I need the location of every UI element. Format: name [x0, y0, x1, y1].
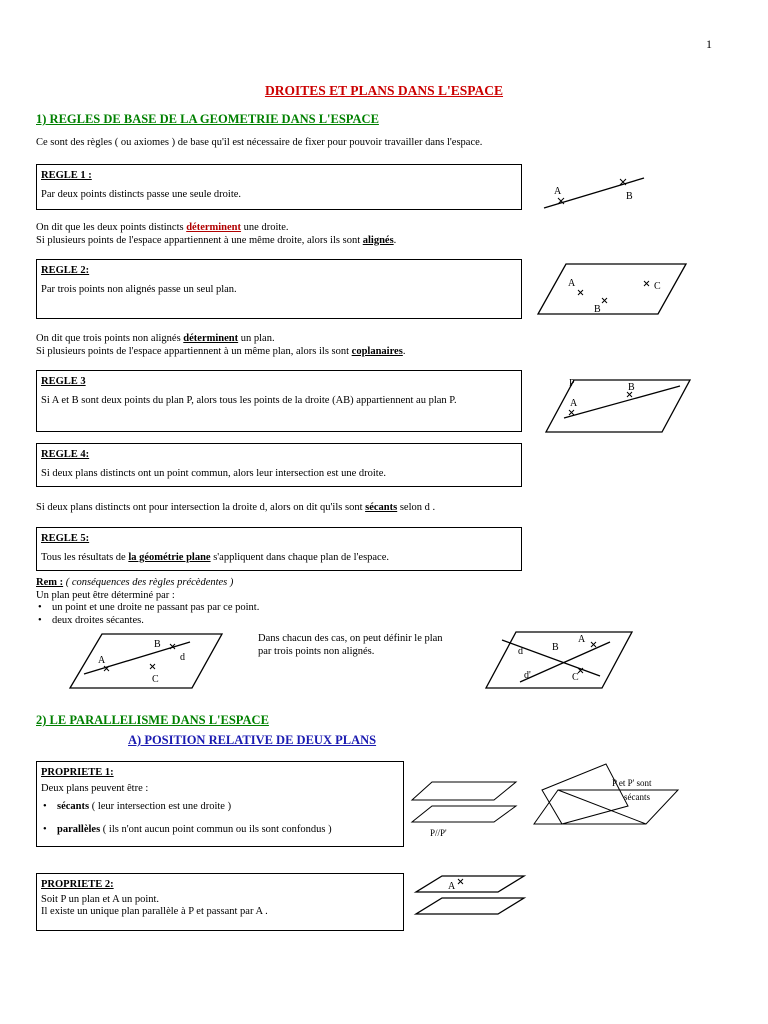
point-label: B: [626, 191, 633, 202]
prop2-box: PROPRIETE 2: Soit P un plan et A un point. Il existe un unique plan parallèle à P et passant par A .: [36, 873, 404, 931]
regle4-box: [36, 443, 522, 487]
after-regle1: On dit que les deux points distincts déterminent une droite. Si plusieurs points de l'espace appartiennent à une même droite, alors ils sont alignés.: [36, 222, 397, 246]
regle3-text: Si A et B sont deux points du plan P, alors tous les points de la droite (AB) appartiennent au plan P.: [41, 394, 457, 406]
svg-text:A: A: [568, 278, 576, 289]
regle2-title: REGLE 2:: [41, 265, 90, 276]
rem-bullet: • un point et une droite ne passant pas par ce point.: [36, 602, 276, 615]
figure-line-ab: [540, 172, 650, 212]
svg-text:C: C: [654, 281, 661, 292]
section2-heading: 2) LE PARALLELISME DANS L'ESPACE: [36, 713, 269, 727]
regle4-title: REGLE 4:: [41, 449, 90, 460]
svg-text:C: C: [572, 672, 579, 683]
svg-text:d: d: [180, 652, 185, 663]
regle5-title: REGLE 5:: [41, 533, 90, 544]
regle2-box: [36, 259, 522, 319]
point-label: A: [554, 186, 562, 197]
regle3-title: REGLE 3: [41, 376, 86, 387]
regle5-box: [36, 527, 522, 571]
figure-two-lines: [482, 630, 636, 692]
svg-text:d: d: [518, 646, 523, 657]
figure-secant-planes: [530, 760, 680, 828]
svg-text:d': d': [524, 670, 531, 681]
svg-text:P//P': P//P': [430, 828, 447, 838]
prop2-title: PROPRIETE 2:: [41, 879, 114, 890]
after-regle2: On dit que trois points non alignés déterminent un plan. Si plusieurs points de l'espace appartiennent à un même plan, alors ils sont coplanaires.: [36, 333, 406, 357]
svg-text:B: B: [628, 382, 635, 393]
svg-text:P et P' sont: P et P' sont: [612, 778, 652, 788]
regle3-box: [36, 370, 522, 432]
prop1-box: PROPRIETE 1: Deux plans peuvent être : • sécants ( leur intersection est une droite ) • parallèles ( ils n'ont aucun point commun ou ils sont confondus ): [36, 761, 404, 847]
section2-subheading: A) POSITION RELATIVE DE DEUX PLANS: [128, 733, 377, 747]
page-title: DROITES ET PLANS DANS L'ESPACE: [264, 83, 504, 98]
svg-text:B: B: [594, 304, 601, 315]
svg-text:A: A: [570, 398, 578, 409]
figure-plane-p-ab: [540, 374, 694, 436]
svg-text:B: B: [154, 639, 161, 650]
svg-text:A: A: [578, 634, 586, 645]
svg-text:P: P: [569, 378, 575, 389]
after-regle4: Si deux plans distincts ont pour intersection la droite d, alors on dit qu'ils sont sécants selon d .: [36, 502, 436, 513]
prop1-title: PROPRIETE 1:: [41, 767, 114, 778]
rem-label: Rem :: [36, 577, 64, 588]
regle1-title: REGLE 1 :: [41, 170, 92, 181]
figure-point-and-line: [66, 630, 226, 692]
rem-block: Rem : ( conséquences des règles précèdentes ) Un plan peut être déterminé par : • un point et une droite ne passant pas par ce point. • deux droites sécantes.: [36, 577, 276, 627]
figure-plane-abc: [536, 262, 690, 318]
regle1-box: [36, 164, 522, 210]
section1-heading: 1) REGLES DE BASE DE LA GEOMETRIE DANS L'ESPACE: [36, 112, 379, 126]
svg-text:C: C: [152, 674, 159, 685]
regle2-text: Par trois points non alignés passe un seul plan.: [41, 283, 237, 295]
figure-parallel-through-a: [412, 872, 528, 918]
regle1-text: Par deux points distincts passe une seule droite.: [41, 188, 242, 200]
rem-side-text: Dans chacun des cas, on peut définir le plan par trois points non alignés.: [258, 633, 443, 657]
regle5-text: Tous les résultats de la géométrie plane s'appliquent dans chaque plan de l'espace.: [41, 551, 390, 563]
section1-intro: Ce sont des règles ( ou axiomes ) de base qu'il est nécessaire de fixer pour pouvoir travailler dans l'espace.: [36, 137, 483, 148]
svg-text:A: A: [98, 655, 106, 666]
page-number: 1: [706, 37, 712, 51]
rem-bullet: • deux droites sécantes.: [36, 615, 276, 628]
svg-text:B: B: [552, 642, 559, 653]
svg-text:sécants: sécants: [624, 792, 650, 802]
figure-parallel-planes: [410, 778, 520, 844]
regle4-text: Si deux plans distincts ont un point commun, alors leur intersection est une droite.: [41, 467, 386, 479]
svg-text:A: A: [448, 881, 456, 892]
